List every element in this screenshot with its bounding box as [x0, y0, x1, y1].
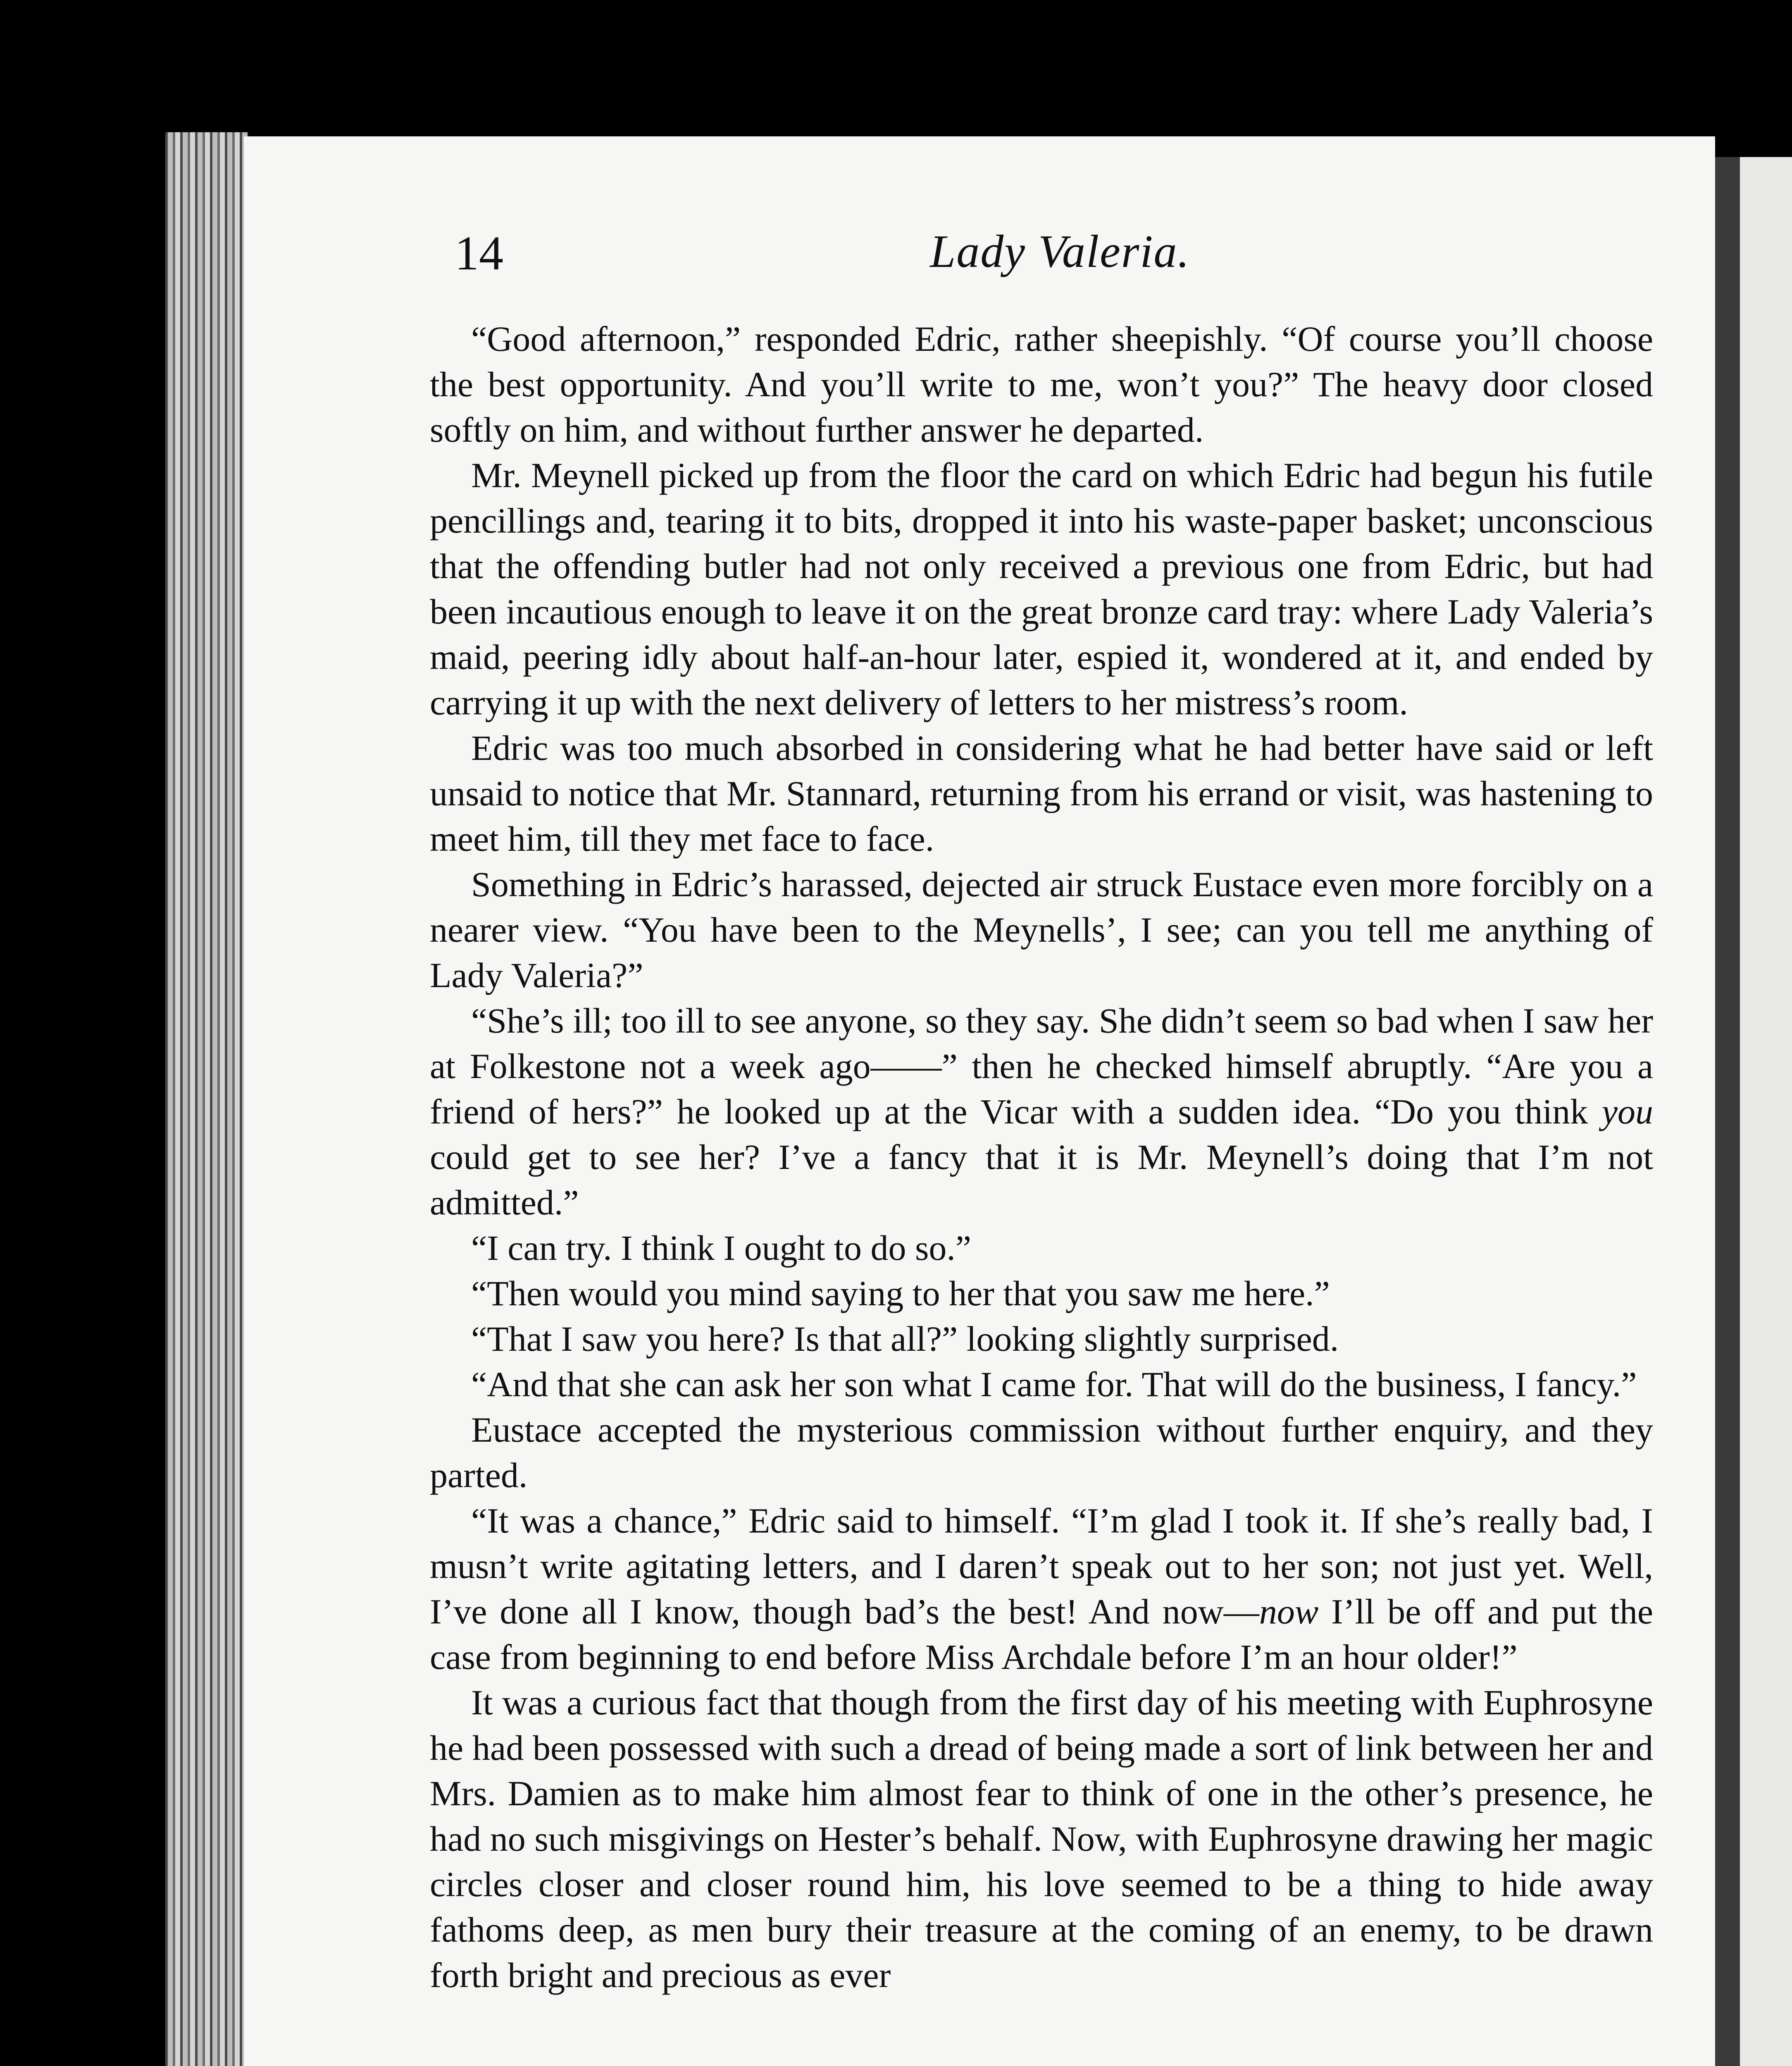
- paragraph-text: I’ll be off and put the case from beginning to end before Miss Archdale before I’m an hour older!”: [430, 1592, 1653, 1677]
- paragraph: [430, 998, 1653, 1225]
- paragraph-text: “It was a chance,” Edric said to himself. “I’m glad I took it. If she’s really bad, I musn’t write agitating letters, and I daren’t speak out to her son; not just yet. Well, I’ve done all I know, though bad’s the best! And now—: [430, 1501, 1653, 1631]
- running-title: Lady Valeria.: [930, 226, 1190, 277]
- paragraph: [430, 1498, 1653, 1680]
- opposite-page-sliver: [1740, 157, 1792, 2066]
- page-gutter-shadow: [1715, 157, 1740, 2066]
- page-number: 14: [455, 226, 503, 280]
- page-header: [455, 225, 1653, 283]
- paragraph-text: could get to see her? I’ve a fancy that it is Mr. Meynell’s doing that I’m not admitted.”: [430, 1137, 1653, 1222]
- paragraph: “Then would you mind saying to her that you saw me here.”: [471, 1273, 1330, 1313]
- paragraph: Eustace accepted the mysterious commission without further enquiry, and they parted.: [430, 1410, 1653, 1495]
- paragraph: Something in Edric’s harassed, dejected air struck Eustace even more forcibly on a nearer view. “You have been to the Meynells’, I see; can you tell me anything of Lady Valeria?”: [430, 864, 1653, 995]
- paragraph: It was a curious fact that though from the first day of his meeting with Euphrosyne he had been possessed with such a dread of being made a sort of link between her and Mrs. Damien as to make him almost fear to think of one in the other’s presence, he had no such misgivings on Hester’s behalf. Now, with Euphrosyne drawing her magic circles closer and closer round him, his love seemed to be a thing to hide away fathoms deep, as men bury their treasure at the coming of an enemy, to be drawn forth bright and precious as ever: [430, 1683, 1653, 1995]
- paragraph: Mr. Meynell picked up from the floor the card on which Edric had begun his futile pencillings and, tearing it to bits, dropped it into his waste-paper basket; unconscious that the offending butler had not only received a previous one from Edric, but had been incautious enough to leave it on the great bronze card tray: where Lady Valeria’s maid, peering idly about half-an-hour later, espied it, wondered at it, and ended by carrying it up with the next delivery of letters to her mistress’s room.: [430, 455, 1653, 722]
- body-text: [430, 316, 1653, 1998]
- paragraph: “That I saw you here? Is that all?” looking slightly surprised.: [471, 1319, 1339, 1359]
- book-spine-edge: [165, 132, 248, 2066]
- paragraph: “And that she can ask her son what I came for. That will do the business, I fancy.”: [471, 1364, 1637, 1404]
- paragraph: Edric was too much absorbed in considering what he had better have said or left unsaid to notice that Mr. Stannard, returning from his errand or visit, was hastening to meet him, till they met face to face.: [430, 728, 1653, 859]
- italic-emphasis: now: [1259, 1592, 1319, 1631]
- italic-emphasis: you: [1601, 1092, 1653, 1131]
- paragraph-text: “She’s ill; too ill to see anyone, so they say. She didn’t seem so bad when I saw her at Folkestone not a week ago——” then he checked himself abruptly. “Are you a friend of hers?” he looked up at the Vicar with a sudden idea. “Do you think: [430, 1001, 1653, 1131]
- paragraph: “I can try. I think I ought to do so.”: [471, 1228, 972, 1268]
- paragraph: “Good afternoon,” responded Edric, rather sheepishly. “Of course you’ll choose the best opportunity. And you’ll write to me, won’t you?” The heavy door closed softly on him, and without further answer he departed.: [430, 319, 1653, 450]
